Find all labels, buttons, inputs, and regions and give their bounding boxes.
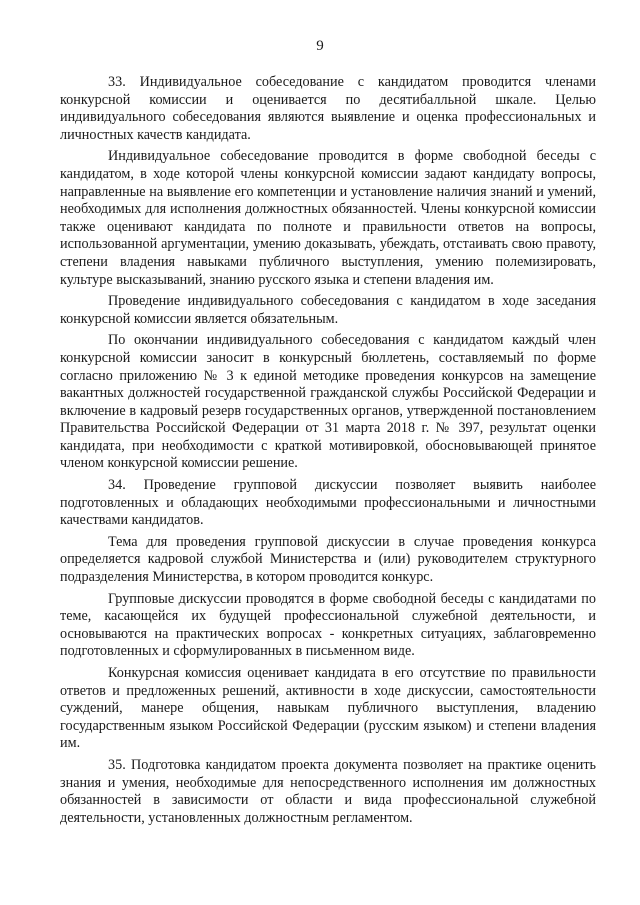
- page-number: 9: [316, 38, 324, 54]
- paragraph-34-group-discussion: 34. Проведение групповой дискуссии позволяет выявить наиболее подготовленных и обладающих необходимыми профессиональными и личностными качествами кандидатов.: [60, 477, 596, 529]
- paragraph-33-interview: 33. Индивидуальное собеседование с кандидатом проводится членами конкурсной комиссии и оценивается по десятибалльной шкале. Целью индивидуального собеседования являются выявление и оценка профессиональных и личностных качеств кандидата.: [60, 74, 596, 143]
- paragraph-discussion-evaluation: Конкурсная комиссия оценивает кандидата в его отсутствие по правильности ответов и предложенных решений, активности в ходе дискуссии, самостоятельности суждений, манере общения, навыкам публичного выступления, владению государственным языком Российской Федерации (русским языком) и степени владения им.: [60, 665, 596, 752]
- paragraph-35-document-draft: 35. Подготовка кандидатом проекта документа позволяет на практике оценить знания и умения, необходимые для непосредственного исполнения им должностных обязанностей в зависимости от области и вида профессиональной служебной деятельности, установленных должностным регламентом.: [60, 756, 596, 826]
- paragraph-discussion-form: Групповые дискуссии проводятся в форме свободной беседы с кандидатами по теме, касающейся их будущей профессиональной служебной деятельности, и основываются на практических вопросах - конкретных ситуациях, заблаговременно подготовленных и сформулированных в письменном виде.: [60, 590, 596, 660]
- document-body: [60, 74, 596, 831]
- paragraph-discussion-topic: Тема для проведения групповой дискуссии в случае проведения конкурса определяется кадровой службой Министерства и (или) руководителем структурного подразделения Министерства, в котором проводится конкурс.: [60, 533, 596, 586]
- paragraph-interview-mandatory: Проведение индивидуального собеседования с кандидатом в ходе заседания конкурсной комиссии является обязательным.: [60, 293, 596, 327]
- paragraph-interview-ballot: По окончании индивидуального собеседования с кандидатом каждый член конкурсной комиссии заносит в конкурсный бюллетень, составляемый по форме согласно приложению № 3 к единой методике проведения конкурсов на замещение вакантных должностей государственной гражданской службы Российской Федерации и включение в кадровый резерв государственных органов, утвержденной постановлением Правительства Российской Федерации от 31 марта 2018 г. № 397, результат оценки кандидата, при необходимости с краткой мотивировкой, обосновывающей принятое членом конкурсной комиссии решение.: [60, 332, 596, 472]
- paragraph-interview-form: Индивидуальное собеседование проводится в форме свободной беседы с кандидатом, в ходе которой члены конкурсной комиссии задают кандидату вопросы, направленные на выявление его компетенции и установление наличия знаний и умений, необходимых для исполнения должностных обязанностей. Члены конкурсной комиссии также оценивают кандидата по полноте и правильности ответов на вопросы, использованной аргументации, умению доказывать, убеждать, отстаивать свою правоту, степени владения навыками публичного выступления, умению полемизировать, культуре высказываний, знанию русского языка и степени владения им.: [60, 148, 596, 288]
